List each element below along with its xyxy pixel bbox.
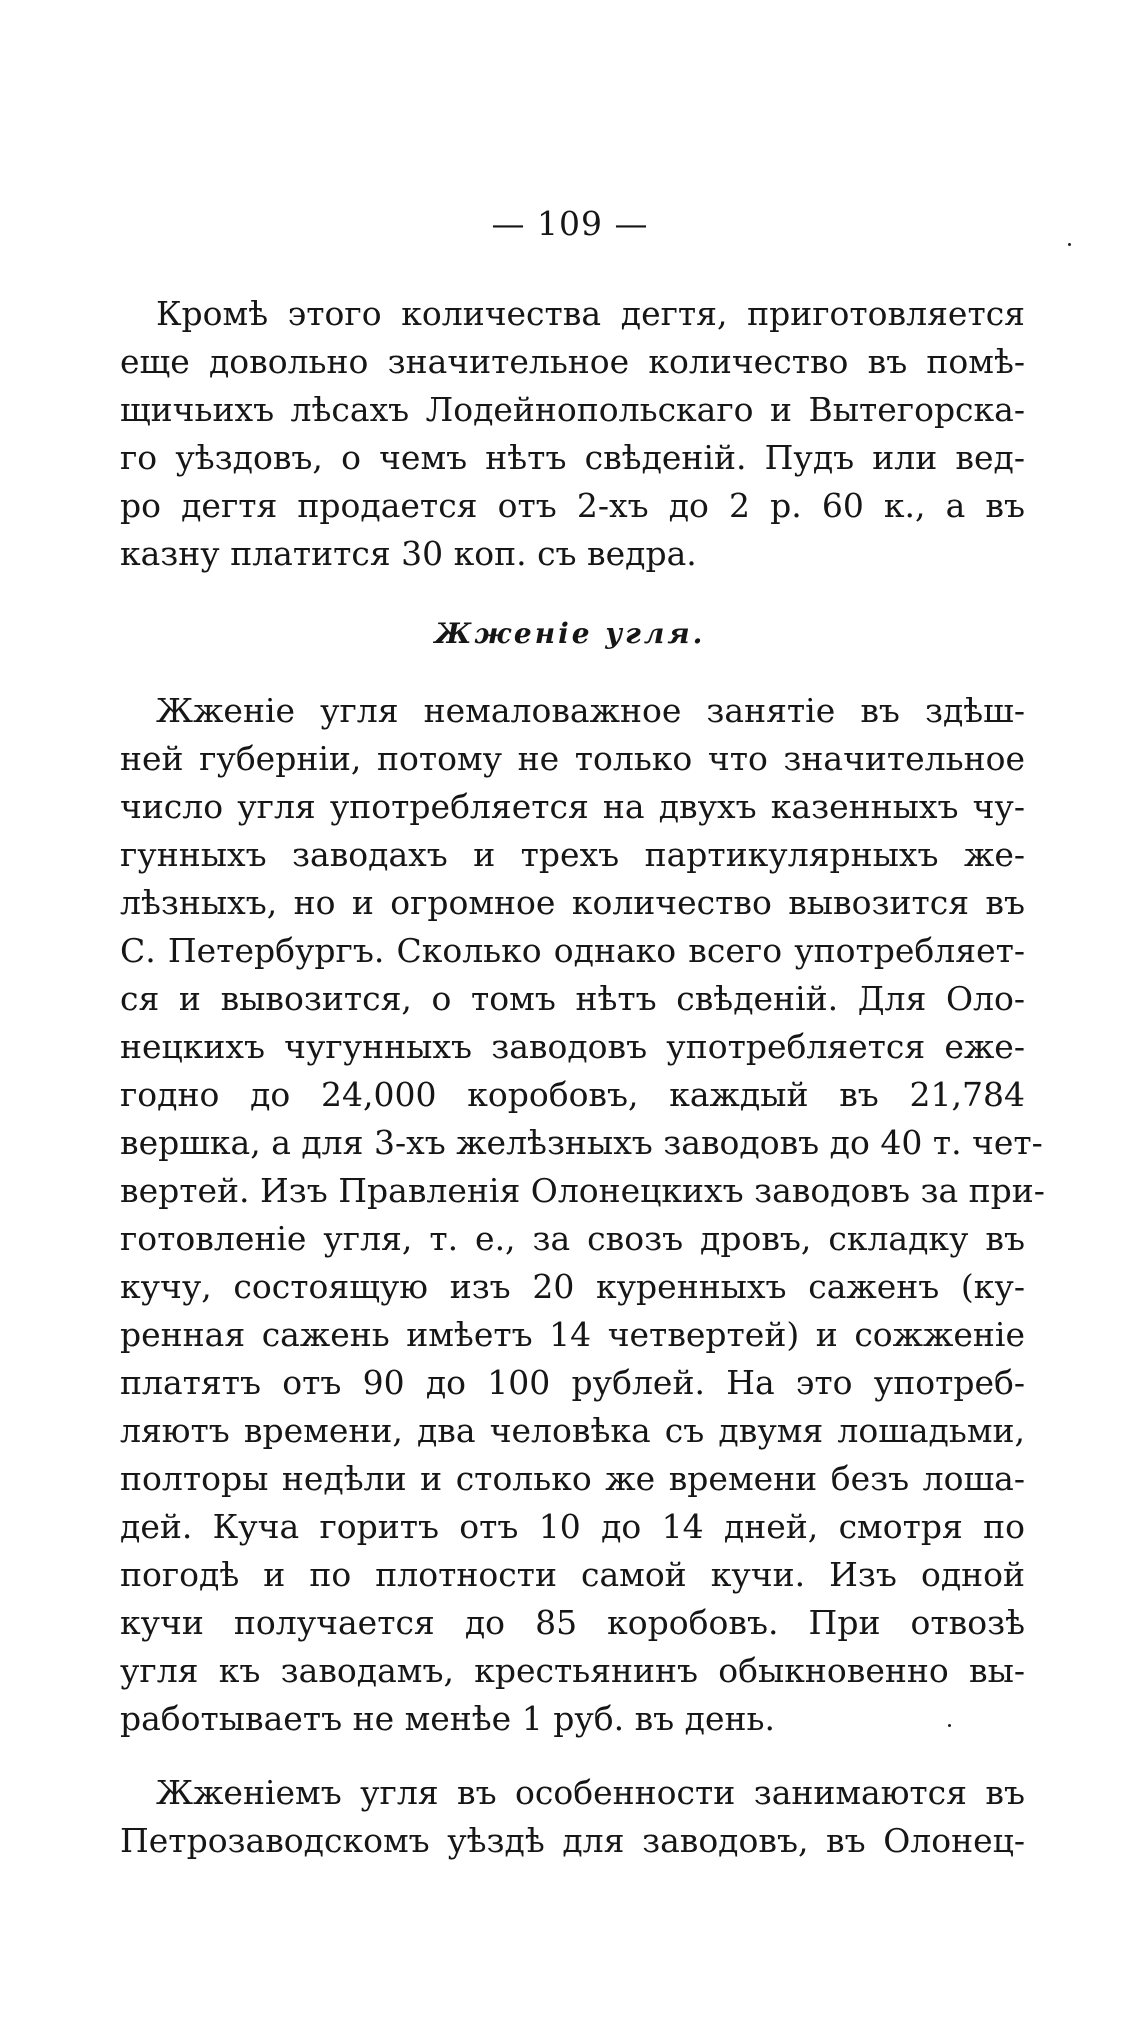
text-line: дей. Куча горитъ отъ 10 до 14 дней, смотря по <box>120 1507 1025 1546</box>
text-line: погодѣ и по плотности самой кучи. Изъ одной <box>120 1555 1025 1594</box>
scan-speck <box>1068 243 1071 246</box>
text-line: кучу, состоящую изъ 20 куренныхъ саженъ (ку- <box>120 1267 1025 1306</box>
text-line: кучи получается до 85 коробовъ. При отвозѣ <box>120 1603 1025 1642</box>
text-line: число угля употребляется на двухъ казенныхъ чу- <box>120 787 1025 826</box>
text-line: Кромѣ этого количества дегтя, приготовляется <box>156 294 1025 333</box>
text-line: ся и вывозится, о томъ нѣтъ свѣденій. Для Оло- <box>120 979 1025 1018</box>
text-line: Жженіемъ угля въ особенности занимаются въ <box>156 1773 1025 1812</box>
text-line: годно до 24,000 коробовъ, каждый въ 21,784 <box>120 1075 1025 1114</box>
text-line: гунныхъ заводахъ и трехъ партикулярныхъ же- <box>120 835 1025 874</box>
text-line: полторы недѣли и столько же времени безъ лоша- <box>120 1459 1025 1498</box>
section-heading: Жженіе угля. <box>434 617 706 650</box>
text-line: ро дегтя продается отъ 2-хъ до 2 р. 60 к., а въ <box>120 486 1025 525</box>
text-line: еще довольно значительное количество въ помѣ- <box>120 342 1025 381</box>
page-number: — 109 — <box>491 204 649 243</box>
text-line: го уѣздовъ, о чемъ нѣтъ свѣденій. Пудъ или вед- <box>120 438 1025 477</box>
text-line: готовленіе угля, т. е., за свозъ дровъ, складку въ <box>120 1219 1025 1258</box>
text-line: ней губерніи, потому не только что значительное <box>120 739 1025 778</box>
text-line: С. Петербургъ. Сколько однако всего употребляет- <box>120 931 1025 970</box>
text-line: щичьихъ лѣсахъ Лодейнопольскаго и Вытегорска- <box>120 390 1025 429</box>
text-line: нецкихъ чугунныхъ заводовъ употребляется еже- <box>120 1027 1025 1066</box>
text-line: Петрозаводскомъ уѣздѣ для заводовъ, въ Олонец- <box>120 1821 1025 1860</box>
text-line: лѣзныхъ, но и огромное количество вывозится въ <box>120 883 1025 922</box>
text-line: вертей. Изъ Правленія Олонецкихъ заводовъ за при- <box>120 1171 1045 1210</box>
text-line: Жженіе угля немаловажное занятіе въ здѣш- <box>156 691 1025 730</box>
text-line: ляютъ времени, два человѣка съ двумя лошадьми, <box>120 1411 1025 1450</box>
text-line: платятъ отъ 90 до 100 рублей. На это употреб- <box>120 1363 1025 1402</box>
text-line: работываетъ не менѣе 1 руб. въ день. <box>120 1699 775 1738</box>
text-line: угля къ заводамъ, крестьянинъ обыкновенно вы- <box>120 1651 1025 1690</box>
text-line: вершка, а для 3-хъ желѣзныхъ заводовъ до 40 т. чет- <box>120 1123 1043 1162</box>
text-line: ренная сажень имѣетъ 14 четвертей) и сожженіе <box>120 1315 1025 1354</box>
scan-speck <box>948 1724 951 1727</box>
text-line: казну платится 30 коп. съ ведра. <box>120 534 697 573</box>
